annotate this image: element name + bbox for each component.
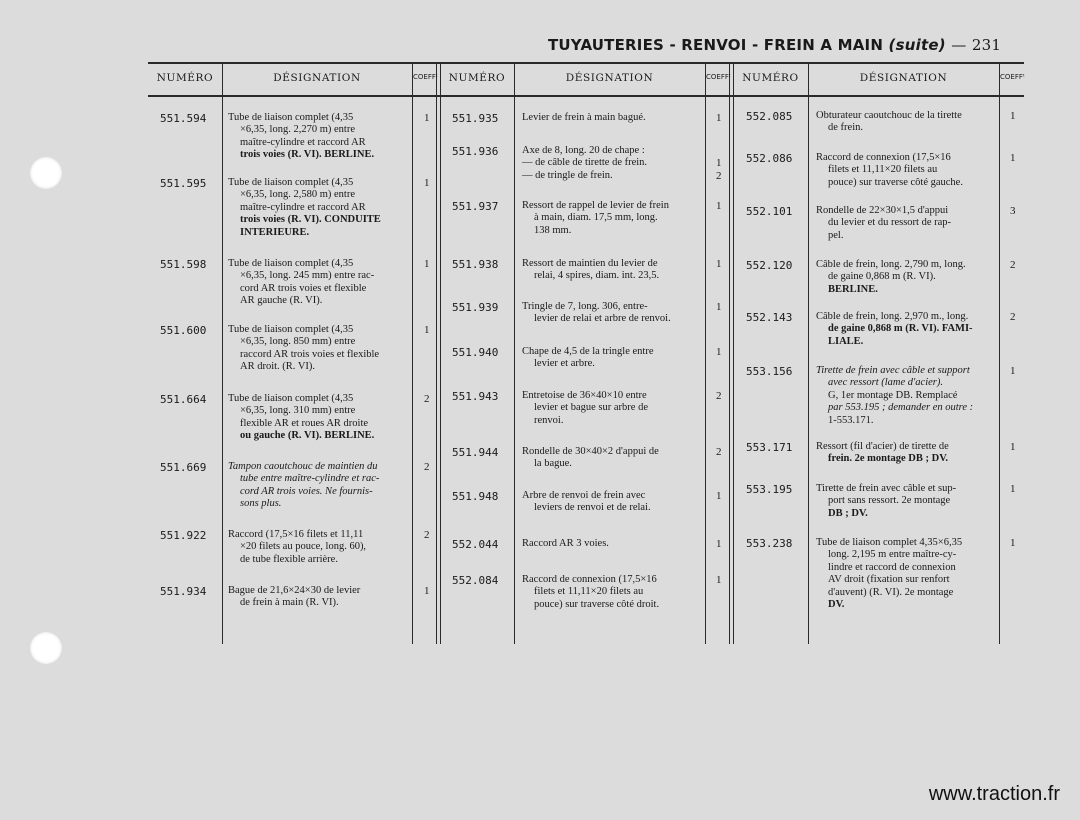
- designation-line: ×6,35, long. 2,270 m) entre: [240, 124, 355, 136]
- designation-line: Bague de 21,6×24×30 de levier: [228, 585, 361, 596]
- part-number: 552.085: [746, 110, 793, 123]
- coefficient: 2: [1010, 311, 1016, 323]
- coefficient: 2: [716, 390, 722, 402]
- designation-line: DV.: [828, 599, 845, 611]
- part-number: 551.594: [160, 112, 207, 125]
- part-number: 552.084: [452, 574, 499, 587]
- designation-line: la bague.: [534, 458, 572, 470]
- coefficient: 1: [1010, 537, 1016, 549]
- designation-line: Levier de frein à main bagué.: [522, 112, 646, 123]
- coefficient: 2: [716, 446, 722, 458]
- column-header-numero: NUMÉRO: [448, 72, 506, 84]
- part-designation: [522, 200, 703, 237]
- designation-line: Tube de liaison complet (4,35: [228, 393, 354, 404]
- designation-line: Axe de 8, long. 20 de chape :: [522, 145, 645, 156]
- designation-line: ×20 filets au pouce, long. 60),: [240, 541, 367, 553]
- coefficient: 1: [1010, 110, 1016, 122]
- page-number: 231: [971, 36, 1002, 54]
- designation-line: G, 1er montage DB. Remplacé: [828, 389, 958, 401]
- part-designation: [228, 393, 411, 443]
- part-number: 553.156: [746, 365, 793, 378]
- coefficient: 1: [424, 177, 430, 189]
- column-header-coeff: COEFFᵗ: [706, 73, 731, 81]
- coefficient: 1: [424, 324, 430, 336]
- part-number: 552.086: [746, 152, 793, 165]
- coefficient: 1: [1010, 365, 1016, 377]
- designation-line: par 553.195 ; demander en outre :: [828, 402, 974, 414]
- designation-line: Entretoise de 36×40×10 entre: [522, 390, 647, 401]
- part-designation: [522, 346, 703, 371]
- part-designation: [228, 177, 411, 239]
- part-number: 552.044: [452, 538, 499, 551]
- designation-line: — de tringle de frein.: [522, 169, 613, 181]
- part-number: 551.948: [452, 490, 499, 503]
- part-designation: [816, 483, 997, 520]
- page-header: [548, 36, 1001, 54]
- designation-line: ×6,35, long. 245 mm) entre rac-: [240, 270, 375, 282]
- designation-line: AV droit (fixation sur renfort: [828, 574, 950, 586]
- column-divider: [999, 64, 1000, 644]
- part-designation: [522, 301, 703, 326]
- designation-line: pel.: [828, 229, 844, 241]
- designation-line: Câble de frein, long. 2,970 m., long.: [816, 311, 969, 322]
- designation-line: sons plus.: [240, 498, 282, 510]
- part-number: 551.939: [452, 301, 499, 314]
- designation-line: Tirette de frein avec câble et support: [816, 365, 970, 376]
- header-title: TUYAUTERIES - RENVOI - FREIN A MAIN: [548, 36, 884, 54]
- part-number: 552.120: [746, 259, 793, 272]
- column-divider: [808, 64, 809, 644]
- designation-line: de gaine 0,868 m (R. VI). FAMI-: [828, 323, 973, 335]
- designation-line: levier et bague sur arbre de: [534, 402, 648, 414]
- designation-line: renvoi.: [534, 414, 564, 426]
- designation-line: du levier et du ressort de rap-: [828, 217, 952, 229]
- designation-line: Tampon caoutchouc de maintien du: [228, 461, 378, 472]
- designation-line: 138 mm.: [534, 224, 572, 236]
- part-number: 551.922: [160, 529, 207, 542]
- part-number: 551.944: [452, 446, 499, 459]
- designation-line: Chape de 4,5 de la tringle entre: [522, 346, 654, 357]
- designation-line: Câble de frein, long. 2,790 m, long.: [816, 259, 966, 270]
- designation-line: filets et 11,11×20 filets au: [828, 164, 938, 176]
- designation-line: pouce) sur traverse côté gauche.: [828, 176, 963, 188]
- part-number: 551.935: [452, 112, 499, 125]
- designation-line: frein. 2e montage DB ; DV.: [828, 453, 949, 465]
- part-designation: [228, 258, 411, 308]
- designation-line: relai, 4 spires, diam. int. 23,5.: [534, 270, 660, 282]
- part-number: 551.595: [160, 177, 207, 190]
- part-designation: [816, 259, 997, 296]
- designation-line: Rondelle de 30×40×2 d'appui de: [522, 446, 659, 457]
- coefficient: 1: [1010, 441, 1016, 453]
- column-header-designation: DÉSIGNATION: [273, 72, 361, 84]
- designation-line: levier et arbre.: [534, 358, 595, 370]
- part-number: 551.943: [452, 390, 499, 403]
- designation-line: Tube de liaison complet (4,35: [228, 112, 354, 123]
- column-divider: [729, 64, 730, 644]
- part-number: 552.101: [746, 205, 793, 218]
- column-header-designation: DÉSIGNATION: [859, 72, 948, 84]
- coefficient: 2: [424, 393, 430, 405]
- designation-line: Raccord de connexion (17,5×16: [816, 152, 951, 163]
- column-divider: [222, 64, 223, 644]
- part-number: 553.238: [746, 537, 793, 550]
- designation-line: Tube de liaison complet (4,35: [228, 324, 354, 335]
- designation-line: cord AR trois voies. Ne fournis-: [240, 485, 373, 497]
- column-divider: [440, 64, 441, 644]
- column-header-numero: NUMÉRO: [742, 72, 799, 84]
- part-designation: [522, 446, 703, 471]
- coefficient: 1: [1010, 483, 1016, 495]
- coefficient: 1: [716, 200, 722, 212]
- website-watermark: www.traction.fr: [928, 783, 1060, 805]
- punch-hole: [30, 157, 62, 189]
- designation-line: trois voies (R. VI). CONDUITE: [240, 214, 381, 226]
- designation-line: INTERIEURE.: [240, 226, 310, 238]
- designation-line: leviers de renvoi et de relai.: [534, 502, 651, 514]
- part-designation: [522, 112, 703, 124]
- designation-line: Tube de liaison complet 4,35×6,35: [816, 537, 963, 548]
- coefficient: 1: [716, 346, 722, 358]
- designation-line: flexible AR et roues AR droite: [240, 417, 369, 429]
- designation-line: Tube de liaison complet (4,35: [228, 177, 354, 188]
- designation-line: maître-cylindre et raccord AR: [240, 201, 366, 213]
- coefficient: 1: [424, 258, 430, 270]
- designation-line: Tube de liaison complet (4,35: [228, 258, 354, 269]
- designation-line: trois voies (R. VI). BERLINE.: [240, 149, 375, 161]
- coefficient: 1: [716, 490, 722, 502]
- designation-line: BERLINE.: [828, 283, 878, 295]
- part-designation: [816, 365, 997, 427]
- part-designation: [816, 441, 997, 466]
- part-designation: [816, 311, 997, 348]
- designation-line: de tube flexible arrière.: [240, 553, 338, 565]
- designation-line: Raccord AR 3 voies.: [522, 538, 609, 549]
- coefficient: 1: [424, 112, 430, 124]
- part-designation: [522, 538, 703, 550]
- part-number: 551.669: [160, 461, 207, 474]
- header-dash: —: [951, 36, 967, 54]
- designation-line: Raccord (17,5×16 filets et 11,11: [228, 529, 364, 540]
- part-designation: [228, 529, 411, 566]
- designation-line: Ressort de rappel de levier de frein: [522, 200, 669, 211]
- column-divider: [412, 64, 413, 644]
- designation-line: Ressort (fil d'acier) de tirette de: [816, 441, 949, 452]
- header-suite: (suite): [888, 36, 946, 54]
- designation-line: Rondelle de 22×30×1,5 d'appui: [816, 205, 949, 216]
- part-designation: [522, 258, 703, 283]
- table-header-rule: [148, 95, 1024, 97]
- designation-line: ou gauche (R. VI). BERLINE.: [240, 430, 375, 442]
- coefficient: 1: [424, 585, 430, 597]
- designation-line: filets et 11,11×20 filets au: [534, 586, 644, 598]
- column-divider: [436, 64, 437, 644]
- designation-line: à main, diam. 17,5 mm, long.: [534, 212, 658, 224]
- column-header-numero: NUMÉRO: [156, 72, 214, 84]
- designation-line: tube entre maître-cylindre et rac-: [240, 473, 380, 485]
- part-number: 553.195: [746, 483, 793, 496]
- part-number: 551.938: [452, 258, 499, 271]
- designation-line: levier de relai et arbre de renvoi.: [534, 313, 671, 325]
- coefficient: 1: [716, 538, 722, 550]
- designation-line: d'auvent) (R. VI). 2e montage: [828, 586, 954, 598]
- part-number: 553.171: [746, 441, 793, 454]
- designation-line: AR gauche (R. VI).: [240, 295, 323, 307]
- designation-line: long. 2,195 m entre maître-cy-: [828, 549, 957, 561]
- designation-line: LIALE.: [828, 335, 864, 347]
- coefficient: 2: [1010, 259, 1016, 271]
- designation-line: Tirette de frein avec câble et sup-: [816, 483, 957, 494]
- designation-line: de gaine 0,868 m (R. VI).: [828, 271, 936, 283]
- designation-line: de frein à main (R. VI).: [240, 597, 339, 609]
- coefficient: 1: [716, 258, 722, 270]
- part-designation: [522, 574, 703, 611]
- coefficient: 2: [424, 461, 430, 473]
- designation-line: Raccord de connexion (17,5×16: [522, 574, 657, 585]
- part-designation: [816, 152, 997, 189]
- designation-line: raccord AR trois voies et flexible: [240, 348, 380, 360]
- designation-line: lindre et raccord de connexion: [828, 561, 956, 573]
- designation-line: de frein.: [828, 122, 863, 134]
- part-designation: [816, 537, 997, 611]
- designation-line: Arbre de renvoi de frein avec: [522, 490, 646, 501]
- designation-line: avec ressort (lame d'acier).: [828, 377, 943, 389]
- designation-line: — de câble de tirette de frein.: [522, 157, 648, 169]
- column-header-designation: DÉSIGNATION: [565, 72, 654, 84]
- designation-line: 1-553.171.: [828, 414, 874, 426]
- designation-line: ×6,35, long. 310 mm) entre: [240, 405, 356, 417]
- part-number: 551.940: [452, 346, 499, 359]
- coefficient: 1: [716, 112, 722, 124]
- coefficient: 2: [424, 529, 430, 541]
- part-number: 551.598: [160, 258, 207, 271]
- table-top-rule: [148, 62, 1024, 64]
- designation-line: ×6,35, long. 850 mm) entre: [240, 336, 356, 348]
- part-number: 552.143: [746, 311, 793, 324]
- coefficient: 1: [1010, 152, 1016, 164]
- coefficient: 2: [716, 169, 722, 182]
- column-header-coeff: COEFFᵗ: [413, 73, 438, 81]
- column-header-coeff: COEFFᵗ: [1000, 73, 1025, 81]
- part-designation: [228, 585, 411, 610]
- part-designation: [816, 110, 997, 135]
- part-number: 551.934: [160, 585, 207, 598]
- punch-hole: [30, 632, 62, 664]
- part-designation: [228, 112, 411, 162]
- designation-line: Ressort de maintien du levier de: [522, 258, 658, 269]
- designation-line: ×6,35, long. 2,580 m) entre: [240, 189, 355, 201]
- part-number: 551.937: [452, 200, 499, 213]
- part-number: 551.936: [452, 145, 499, 158]
- coefficient: 3: [1010, 205, 1016, 217]
- part-designation: [522, 490, 703, 515]
- designation-line: cord AR trois voies et flexible: [240, 282, 367, 294]
- designation-line: Tringle de 7, long. 306, entre-: [522, 301, 648, 312]
- designation-line: AR droit. (R. VI).: [240, 361, 316, 373]
- column-divider: [514, 64, 515, 644]
- coefficient: 1: [716, 301, 722, 313]
- designation-line: maître-cylindre et raccord AR: [240, 136, 366, 148]
- part-designation: [522, 145, 703, 182]
- part-number: 551.600: [160, 324, 207, 337]
- designation-line: pouce) sur traverse côté droit.: [534, 598, 660, 610]
- designation-line: DB ; DV.: [828, 507, 868, 519]
- designation-line: Obturateur caoutchouc de la tirette: [816, 110, 962, 121]
- part-number: 551.664: [160, 393, 207, 406]
- coefficient: 1: [716, 157, 722, 170]
- part-designation: [816, 205, 997, 242]
- part-designation: [522, 390, 703, 427]
- coefficient: 1: [716, 574, 722, 586]
- part-designation: [228, 461, 411, 511]
- column-divider: [705, 64, 706, 644]
- column-divider: [733, 64, 734, 644]
- part-designation: [228, 324, 411, 374]
- designation-line: port sans ressort. 2e montage: [828, 495, 951, 507]
